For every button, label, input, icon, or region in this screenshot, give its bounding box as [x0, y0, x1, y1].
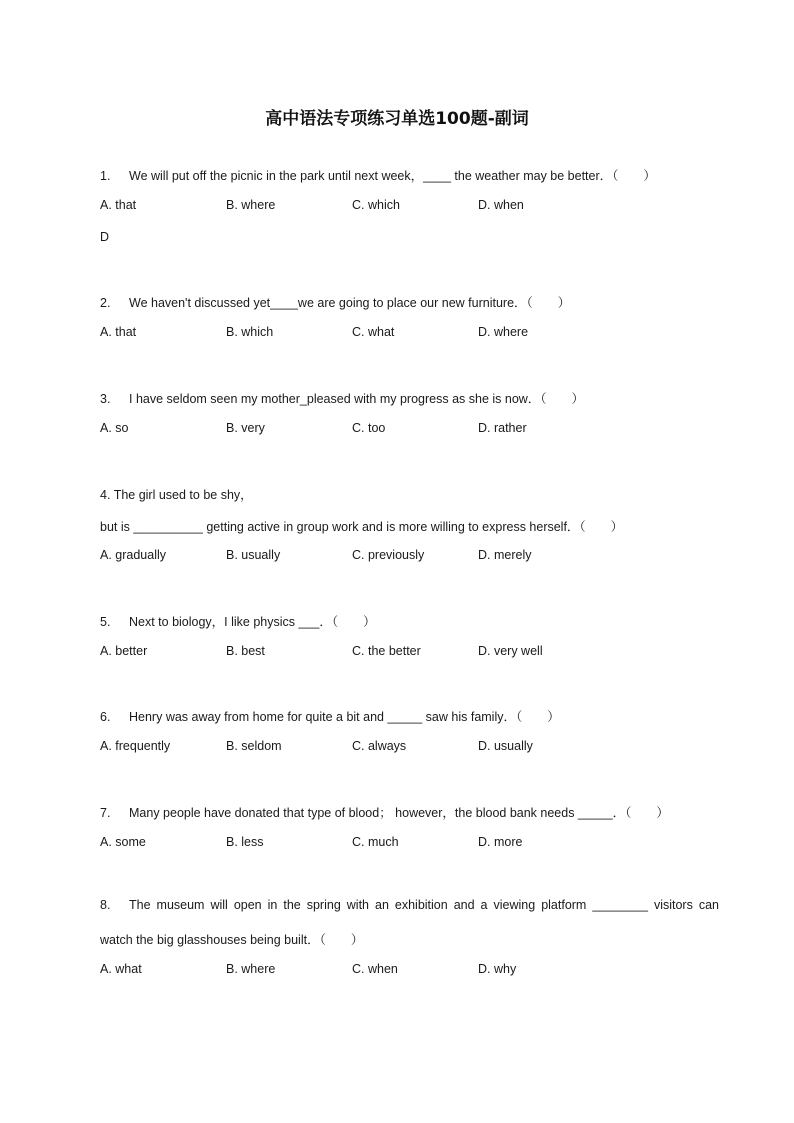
option-a[interactable]: A. gradually [100, 548, 167, 562]
question-text: We will put off the picnic in the park until next week，____ the weather may be better．（ ） [129, 169, 656, 183]
option-c[interactable]: C. too [352, 421, 386, 435]
option-a[interactable]: A. so [100, 421, 129, 435]
question-1-answer: D [100, 230, 110, 244]
option-a[interactable]: A. some [100, 835, 146, 849]
question-2-stem [100, 293, 570, 311]
question-6-stem [100, 707, 560, 725]
option-a[interactable]: A. that [100, 325, 137, 339]
question-4-stem-line-2: but is __________ getting active in group work and is more willing to express herself．（ ） [100, 520, 624, 534]
option-c[interactable]: C. always [352, 739, 407, 753]
option-b[interactable]: B. usually [226, 548, 281, 562]
question-4-stem-line-1 [100, 485, 253, 503]
question-text: I have seldom seen my mother_pleased with my progress as she is now．（ ） [129, 392, 585, 406]
option-a[interactable]: A. better [100, 644, 148, 658]
question-text: The museum will open in the spring with an exhibition and a viewing platform ________ visitors can [129, 898, 719, 912]
option-b[interactable]: B. where [226, 198, 276, 212]
question-3-options [100, 421, 700, 439]
question-text: We haven't discussed yet____we are going to place our new furniture．（ ） [129, 296, 571, 310]
option-d[interactable]: D. very well [478, 644, 543, 658]
option-c[interactable]: C. previously [352, 548, 425, 562]
question-text: The girl used to be shy， [113, 488, 253, 502]
question-number: 1. [100, 169, 111, 183]
question-text: Next to biology，I like physics ___．（ ） [129, 615, 376, 629]
question-8-stem-line-1 [100, 898, 719, 912]
option-d[interactable]: D. merely [478, 548, 532, 562]
option-c[interactable]: C. the better [352, 644, 421, 658]
option-d[interactable]: D. when [478, 198, 524, 212]
question-text: Henry was away from home for quite a bit and _____ saw his family．（ ） [129, 710, 560, 724]
option-d[interactable]: D. rather [478, 421, 527, 435]
question-1-stem [100, 166, 656, 184]
option-a[interactable]: A. that [100, 198, 137, 212]
question-7-stem [100, 803, 669, 821]
option-b[interactable]: B. where [226, 962, 276, 976]
question-8-options [100, 962, 700, 980]
option-c[interactable]: C. much [352, 835, 399, 849]
question-5-stem [100, 612, 376, 630]
question-number: 3. [100, 392, 111, 406]
page-title: 高中语法专项练习单选100题-副词 [265, 109, 529, 129]
option-d[interactable]: D. why [478, 962, 517, 976]
question-number: 6. [100, 710, 111, 724]
question-number: 4. [100, 488, 111, 502]
option-b[interactable]: B. less [226, 835, 264, 849]
option-b[interactable]: B. best [226, 644, 265, 658]
question-number: 8. [100, 898, 111, 912]
option-b[interactable]: B. very [226, 421, 265, 435]
option-c[interactable]: C. which [352, 198, 400, 212]
option-b[interactable]: B. seldom [226, 739, 282, 753]
question-4-options [100, 548, 700, 566]
question-3-stem [100, 389, 584, 407]
question-6-options [100, 739, 700, 757]
question-5-options [100, 644, 700, 662]
option-a[interactable]: A. frequently [100, 739, 171, 753]
option-b[interactable]: B. which [226, 325, 274, 339]
option-c[interactable]: C. when [352, 962, 398, 976]
question-7-options [100, 835, 700, 853]
question-2-options [100, 325, 700, 343]
option-a[interactable]: A. what [100, 962, 142, 976]
option-c[interactable]: C. what [352, 325, 395, 339]
option-d[interactable]: D. more [478, 835, 523, 849]
question-text: Many people have donated that type of blood； however，the blood bank needs _____．（ ） [129, 806, 669, 820]
question-1-options [100, 198, 700, 216]
question-number: 2. [100, 296, 111, 310]
option-d[interactable]: D. where [478, 325, 529, 339]
question-number: 5. [100, 615, 111, 629]
question-number: 7. [100, 806, 111, 820]
question-8-stem-line-2: watch the big glasshouses being built．（ ） [100, 933, 364, 947]
option-d[interactable]: D. usually [478, 739, 533, 753]
